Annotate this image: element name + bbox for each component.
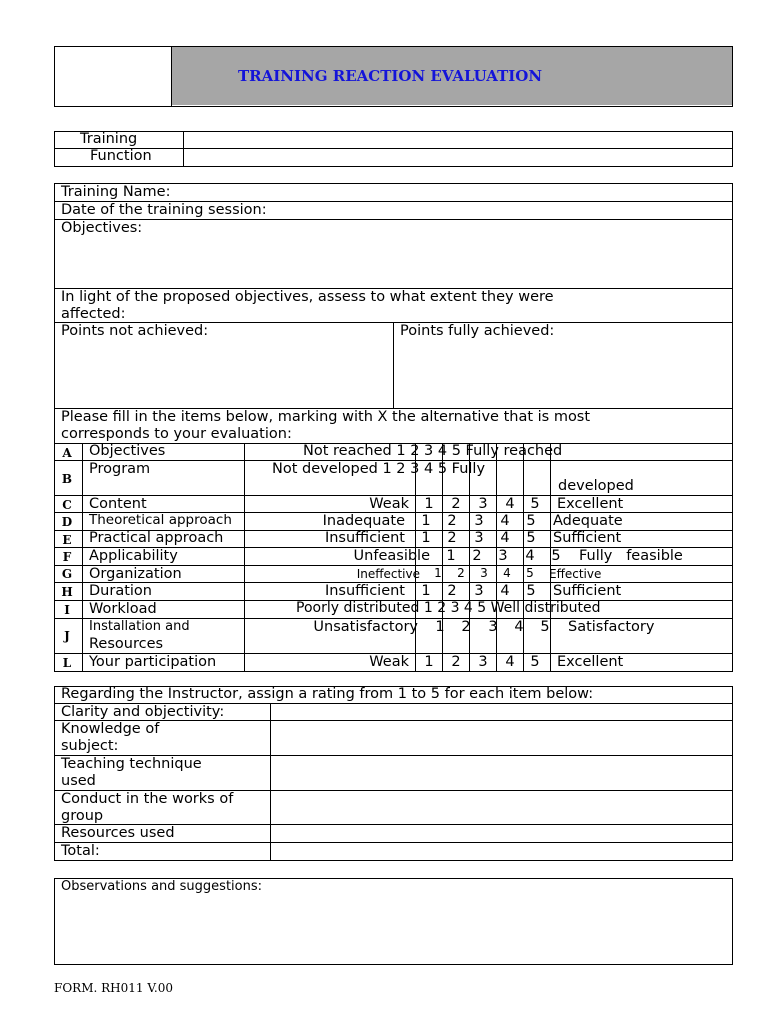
fill-instructions-line1: Please fill in the items below, marking with X the alternative that is most (61, 409, 591, 425)
score-3[interactable]: 3 (478, 496, 488, 512)
score-2[interactable]: 2 (461, 619, 471, 635)
row-low-label: Inadequate (322, 513, 405, 529)
observations-label: Observations and suggestions: (61, 879, 262, 894)
row-low-label: Unsatisfactory (313, 619, 418, 635)
instructor-col-divider (270, 703, 271, 861)
clarity-rating-field[interactable] (272, 705, 731, 719)
score-3[interactable]: 3 (474, 530, 484, 546)
row-letter: H (61, 585, 73, 599)
score-1[interactable]: 1 (421, 513, 431, 529)
row-letter: L (62, 656, 72, 670)
score-4[interactable]: 4 (525, 548, 535, 564)
score-2[interactable]: 2 (447, 530, 457, 546)
row-item: Your participation (89, 654, 217, 670)
grid-col (244, 443, 245, 672)
score-3[interactable]: 3 (474, 513, 484, 529)
score-2[interactable]: 2 (447, 583, 457, 599)
row-low-label: Weak (369, 496, 409, 512)
score-4[interactable]: 4 (503, 566, 511, 580)
row-line (54, 219, 733, 220)
score-1[interactable]: 1 (434, 566, 442, 580)
function-field[interactable] (185, 150, 731, 165)
score-2[interactable]: 2 (447, 513, 457, 529)
row-letter: A (62, 446, 72, 460)
score-3[interactable]: 3 (480, 566, 488, 580)
technique-label-line1: Teaching technique (61, 756, 202, 772)
score-1[interactable]: 1 (435, 619, 445, 635)
assess-text-line2: affected: (61, 306, 126, 322)
fill-instructions-line2: corresponds to your evaluation: (61, 426, 292, 442)
instructor-heading: Regarding the Instructor, assign a rating from 1 to 5 for each item below: (61, 686, 594, 702)
score-5[interactable]: 5 (526, 583, 536, 599)
total-rating-field[interactable] (272, 844, 731, 859)
info-col-divider (183, 131, 184, 167)
row-high-label: Sufficient (553, 530, 622, 546)
score-2[interactable]: 2 (457, 566, 465, 580)
score-5[interactable]: 5 (540, 619, 550, 635)
technique-label-line2: used (61, 773, 96, 789)
rating-cell[interactable] (416, 445, 550, 460)
form-title: TRAINING REACTION EVALUATION (238, 67, 543, 85)
total-label: Total: (61, 843, 100, 859)
row-item: Objectives (89, 443, 166, 459)
score-5[interactable]: 5 (530, 496, 540, 512)
score-2[interactable]: 2 (472, 548, 482, 564)
row-high-label: Sufficient (553, 583, 622, 599)
row-letter: E (62, 533, 72, 547)
score-1[interactable]: 1 (446, 548, 456, 564)
row-high-label: Fully feasible (579, 548, 683, 564)
row-letter: G (61, 567, 73, 581)
row-high-label: Excellent (557, 654, 624, 670)
function-label: Function (90, 148, 152, 164)
row-scale-text: Poorly distributed 1 2 3 4 5 Well distributed (296, 600, 601, 616)
form-code: FORM. RH011 V.00 (54, 981, 173, 995)
row-low-label: Insufficient (324, 530, 405, 546)
row-high-label: Adequate (553, 513, 623, 529)
row-letter: C (62, 498, 72, 512)
score-4[interactable]: 4 (505, 654, 515, 670)
row-item-line2: Resources (89, 636, 164, 652)
row-low-label: Weak (369, 654, 409, 670)
row-low-label: Ineffective (356, 567, 420, 581)
row-letter: I (64, 603, 70, 617)
technique-rating-field[interactable] (272, 757, 731, 789)
row-scale-text: Not developed 1 2 3 4 5 Fully (272, 461, 486, 477)
row-letter: F (62, 550, 72, 564)
row-item: Practical approach (89, 530, 224, 546)
row-high-label: Excellent (557, 496, 624, 512)
score-3[interactable]: 3 (498, 548, 508, 564)
score-4[interactable]: 4 (500, 530, 510, 546)
score-4[interactable]: 4 (500, 513, 510, 529)
score-1[interactable]: 1 (424, 496, 434, 512)
conduct-rating-field[interactable] (272, 792, 731, 823)
row-low-label: Unfeasible (353, 548, 430, 564)
conduct-label-line1: Conduct in the works of (61, 791, 234, 807)
training-field[interactable] (185, 133, 731, 147)
score-4[interactable]: 4 (500, 583, 510, 599)
row-high-label: Effective (549, 567, 602, 581)
score-4[interactable]: 4 (505, 496, 515, 512)
score-1[interactable]: 1 (424, 654, 434, 670)
row-scale-text: Not reached 1 2 3 4 5 Fully reached (303, 443, 563, 459)
score-5[interactable]: 5 (530, 654, 540, 670)
score-5[interactable]: 5 (526, 513, 536, 529)
score-5[interactable]: 5 (526, 566, 534, 580)
row-letter: B (61, 472, 73, 486)
row-high-label: Satisfactory (568, 619, 655, 635)
score-4[interactable]: 4 (514, 619, 524, 635)
row-item: Program (89, 461, 151, 477)
score-3[interactable]: 3 (474, 583, 484, 599)
session-date-label: Date of the training session: (61, 202, 267, 218)
row-low-label: Insufficient (324, 583, 405, 599)
training-label: Training (80, 131, 138, 147)
score-3[interactable]: 3 (478, 654, 488, 670)
points-not-achieved-label: Points not achieved: (61, 323, 209, 339)
header-divider (171, 46, 172, 107)
instructor-line (54, 842, 733, 843)
row-item-line1: Installation and (89, 619, 190, 634)
points-fully-achieved-label: Points fully achieved: (400, 323, 555, 339)
row-item: Duration (89, 583, 152, 599)
grid-col (82, 443, 83, 672)
knowledge-rating-field[interactable] (272, 722, 731, 754)
assess-text-line1: In light of the proposed objectives, assess to what extent they were (61, 289, 554, 305)
knowledge-label-line2: subject: (61, 738, 119, 754)
info-divider (54, 148, 733, 149)
score-2[interactable]: 2 (451, 496, 461, 512)
rating-cell[interactable] (416, 462, 550, 495)
row-item: Applicability (89, 548, 178, 564)
knowledge-label-line1: Knowledge of (61, 721, 160, 737)
objectives-label: Objectives: (61, 220, 143, 236)
score-5[interactable]: 5 (526, 530, 536, 546)
score-1[interactable]: 1 (421, 530, 431, 546)
row-letter: D (61, 515, 73, 529)
score-3[interactable]: 3 (488, 619, 498, 635)
row-high-label: developed (558, 478, 634, 494)
points-divider (393, 322, 394, 408)
row-item: Workload (89, 601, 157, 617)
training-name-label: Training Name: (61, 184, 171, 200)
row-letter: J (64, 629, 70, 643)
row-item: Organization (89, 566, 182, 582)
resources-label: Resources used (61, 825, 175, 841)
rating-cell[interactable] (416, 602, 550, 617)
score-5[interactable]: 5 (551, 548, 561, 564)
conduct-label-line2: group (61, 808, 104, 824)
score-1[interactable]: 1 (421, 583, 431, 599)
row-item: Theoretical approach (89, 512, 232, 528)
row-item: Content (89, 496, 147, 512)
score-2[interactable]: 2 (451, 654, 461, 670)
resources-rating-field[interactable] (272, 826, 731, 841)
clarity-label: Clarity and objectivity: (61, 704, 225, 720)
